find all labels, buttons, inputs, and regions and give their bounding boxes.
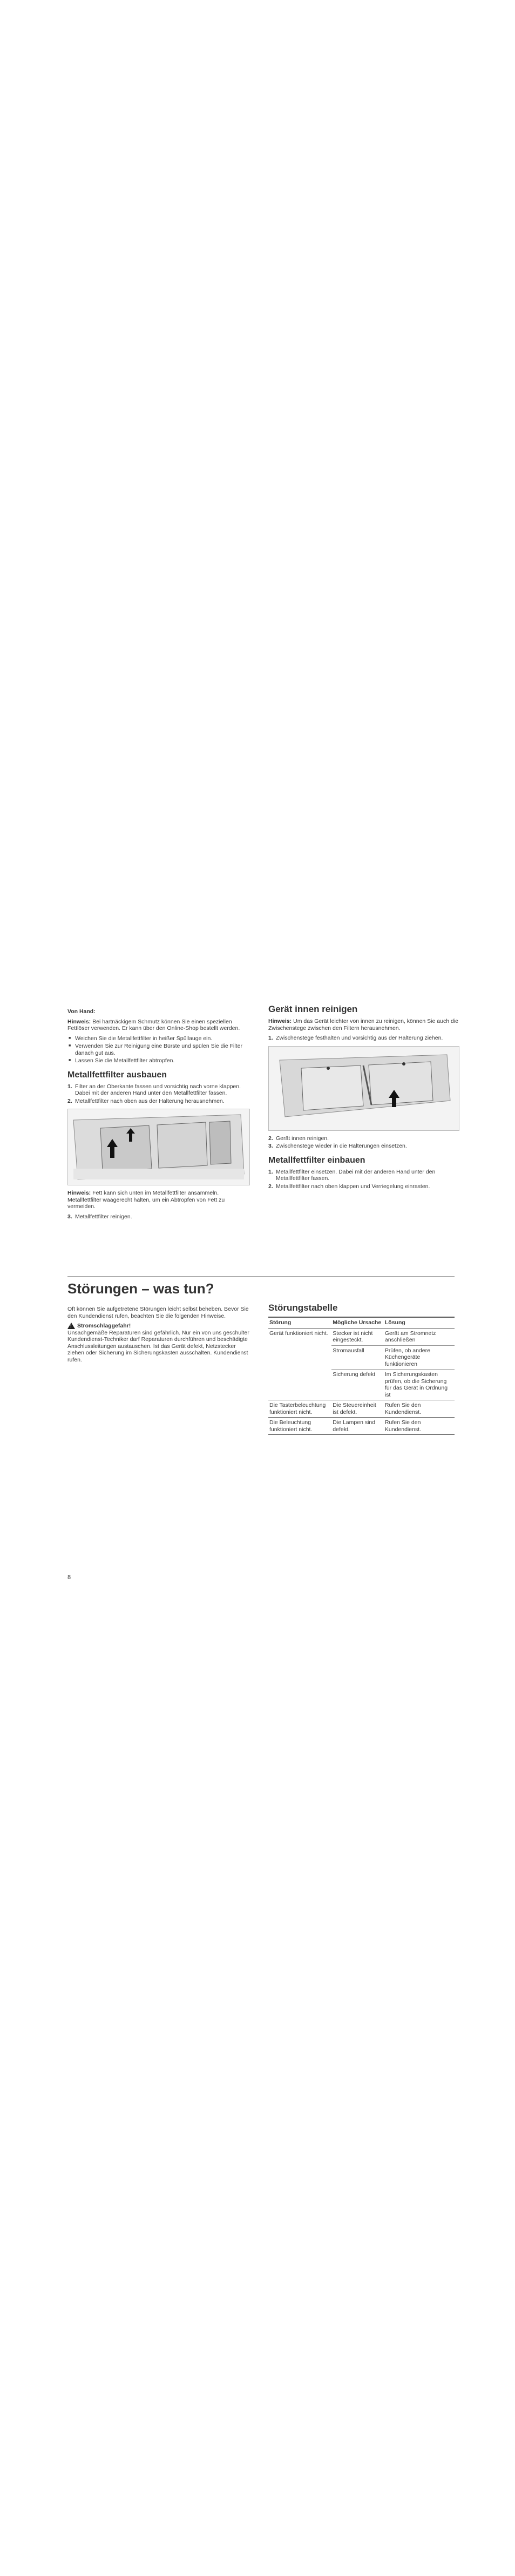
table-row <box>268 1418 455 1435</box>
by-hand-heading: Von Hand: <box>67 1008 96 1015</box>
figure-hint-paragraph <box>67 1190 251 1210</box>
list-item: 2. Metallfettfilter nach oben klappen und Verriegelung einrasten. <box>268 1183 430 1190</box>
fault-table-title: Störungstabelle <box>268 1303 338 1313</box>
hint-label: Hinweis: <box>67 1018 91 1025</box>
clean-inside-title: Gerät innen reinigen <box>268 1004 358 1014</box>
table-cell <box>268 1370 331 1400</box>
column-header: Störung <box>268 1317 331 1328</box>
list-item: 2. Metallfettfilter nach oben aus der Halterung herausnehmen. <box>67 1097 225 1104</box>
left-column <box>67 1008 251 1224</box>
column-header: Mögliche Ursache <box>331 1317 384 1328</box>
list-item: 1. Metallfettfilter einsetzen. Dabei mit der anderen Hand unter den Metallfettfilter fassen. <box>268 1168 436 1182</box>
table-cell: Gerät funktioniert nicht. <box>269 1330 328 1337</box>
hint-text: Um das Gerät leichter von innen zu reinigen, können Sie auch die Zwischenstege zwischen den Filtern herausnehmen. <box>268 1018 458 1031</box>
list-item: ■ Lassen Sie die Metallfettfilter abtropfen. <box>67 1057 251 1064</box>
table-cell: Stromausfall <box>331 1345 384 1370</box>
install-steps <box>268 1169 460 1190</box>
clean-steps-after <box>268 1135 460 1150</box>
table-cell: Sicherung defekt <box>331 1370 384 1400</box>
list-item: ■ Verwenden Sie zur Reinigung eine Bürste und spülen Sie die Filter danach gut aus. <box>67 1043 251 1056</box>
list-item: 1. Filter an der Oberkante fassen und vorsichtig nach vorne klappen. Dabei mit der anderen Hand unter den Metallfettfilter fassen. <box>67 1083 241 1096</box>
table-cell: Die Beleuchtung funktioniert nicht. <box>268 1418 331 1435</box>
warning-triangle-icon <box>67 1323 75 1329</box>
fault-table-section <box>268 1303 455 1435</box>
table-cell: Die Steuereinheit ist defekt. <box>331 1400 384 1418</box>
table-cell: Gerät am Stromnetz anschließen <box>384 1328 455 1345</box>
page-number: 8 <box>67 1574 71 1581</box>
troubleshooting-intro <box>67 1306 251 1366</box>
remove-filter-title: Metallfettfilter ausbauen <box>67 1070 167 1080</box>
warning-heading <box>67 1323 251 1330</box>
hint-paragraph <box>268 1018 460 1031</box>
hint-paragraph <box>67 1019 251 1032</box>
hint-text: Bei hartnäckigem Schmutz können Sie einen speziellen Fettlöser verwenden. Er kann über den Online-Shop bestellt werden. <box>67 1018 240 1031</box>
table-row <box>268 1345 455 1370</box>
warning-label: Stromschlaggefahr! <box>77 1323 131 1329</box>
table-cell <box>268 1345 331 1370</box>
hint-label: Hinweis: <box>67 1190 91 1196</box>
table-row <box>268 1400 455 1418</box>
table-cell: Die Tasterbeleuchtung funktioniert nicht. <box>268 1400 331 1418</box>
table-row <box>268 1370 455 1400</box>
right-column <box>268 1004 460 1194</box>
intro-text: Oft können Sie aufgetretene Störungen leicht selbst beheben. Bevor Sie den Kundendienst rufen, beachten Sie die folgenden Hinweise. <box>67 1306 249 1319</box>
table-cell: Stecker ist nicht eingesteckt. <box>331 1328 384 1345</box>
table-row <box>268 1328 455 1345</box>
crossbar-removal-illustration <box>268 1046 459 1131</box>
fault-table <box>268 1317 455 1435</box>
table-cell: Rufen Sie den Kundendienst. <box>384 1418 455 1435</box>
hint-text: Fett kann sich unten im Metallfettfilter ansammeln. Metallfettfilter waagerecht halten, um ein Abtropfen von Fett zu vermeiden. <box>67 1190 225 1210</box>
section-title: Störungen – was tun? <box>67 1280 214 1297</box>
section-divider <box>67 1276 455 1277</box>
filter-removal-illustration <box>67 1109 250 1185</box>
column-header: Lösung <box>384 1317 455 1328</box>
list-item: ■ Weichen Sie die Metallfettfilter in heißer Spüllauge ein. <box>67 1035 251 1042</box>
table-cell: Im Sicherungskasten prüfen, ob die Sicherung für das Gerät in Ordnung ist <box>384 1370 455 1400</box>
list-item: 1. Zwischenstege festhalten und vorsichtig aus der Halterung ziehen. <box>268 1035 443 1041</box>
clean-step <box>67 1213 251 1220</box>
warning-text: Unsachgemäße Reparaturen sind gefährlich. Nur ein von uns geschulter Kundendienst-Techniker darf Reparaturen durchführen und beschädigte Anschlussleitungen austauschen. Ist das Gerät defekt, Netzstecker ziehen oder Sicherung im Sicherungskasten ausschalten. Kundendienst rufen. <box>67 1329 249 1363</box>
cleaning-bullets <box>67 1035 251 1064</box>
list-item: 2. Gerät innen reinigen. <box>268 1135 329 1142</box>
table-cell: Prüfen, ob andere Küchengeräte funktionieren <box>384 1345 455 1370</box>
clean-steps-before <box>268 1035 460 1042</box>
table-cell: Rufen Sie den Kundendienst. <box>384 1400 455 1418</box>
hint-label: Hinweis: <box>268 1018 292 1024</box>
remove-steps <box>67 1083 251 1105</box>
list-item: 3. Metallfettfilter reinigen. <box>67 1213 132 1220</box>
install-filter-title: Metallfettfilter einbauen <box>268 1155 365 1165</box>
table-header-row <box>268 1317 455 1328</box>
list-item: 3. Zwischenstege wieder in die Halterungen einsetzen. <box>268 1143 407 1149</box>
table-cell: Die Lampen sind defekt. <box>331 1418 384 1435</box>
